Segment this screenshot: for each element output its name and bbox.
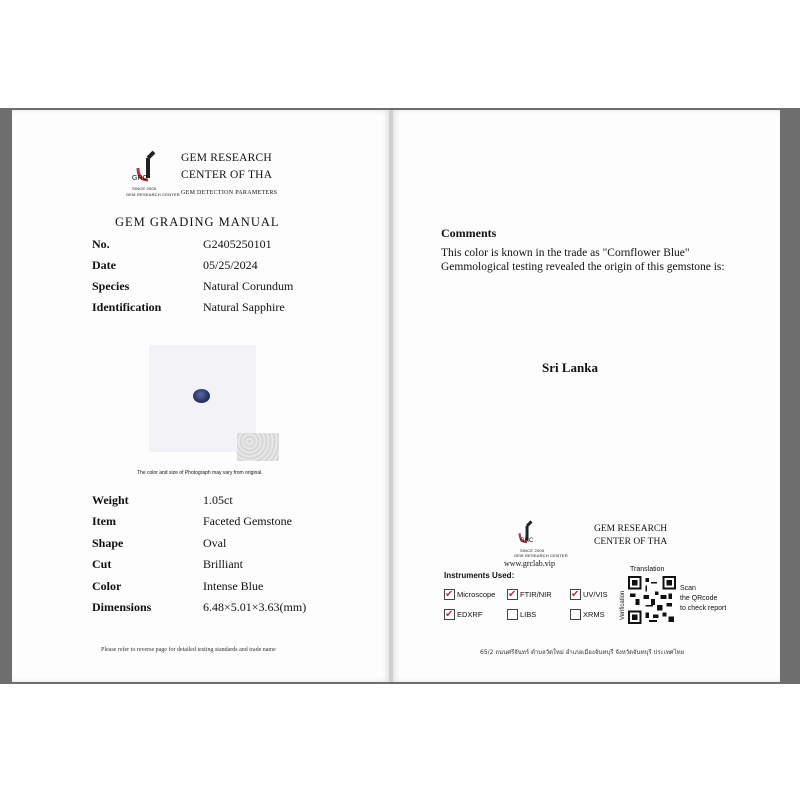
logo-since-right: SINCE 2005 xyxy=(520,548,545,553)
field-value-identification: Natural Sapphire xyxy=(203,300,285,314)
comments-title: Comments xyxy=(441,226,497,240)
address: 65/2 ถนนศรีจันทร์ ตำบลวัดใหม่ อำเภอเมืองจันทบุรี จังหวัดจันทบุรี ประเทศไทย xyxy=(480,649,685,656)
detail-value-weight: 1.05ct xyxy=(203,493,233,507)
field-value-species: Natural Corundum xyxy=(203,279,294,293)
detail-value-item: Faceted Gemstone xyxy=(203,514,292,528)
footnote: Please refer to reverse page for detailed testing standards and trade name xyxy=(101,647,276,653)
field-label-no: No. xyxy=(92,237,110,251)
detail-value-color: Intense Blue xyxy=(203,579,264,593)
logo-text: GRC xyxy=(132,175,148,182)
detail-label-color: Color xyxy=(92,579,122,593)
instrument-libs: LIBS xyxy=(520,610,537,619)
detail-value-dimensions: 6.48×5.01×3.63(mm) xyxy=(203,600,307,614)
checkbox-libs xyxy=(507,609,518,620)
instrument-microscope: Microscope xyxy=(457,590,496,599)
instrument-xrms: XRMS xyxy=(583,610,605,619)
instrument-ftir: FTIR/NIR xyxy=(520,590,552,599)
detail-value-cut: Brilliant xyxy=(203,557,243,571)
instrument-uvvis: UV/VIS xyxy=(583,590,608,599)
scan-instructions xyxy=(680,584,726,614)
checkbox-xrms xyxy=(570,609,581,620)
manual-title: GEM GRADING MANUAL xyxy=(115,215,280,229)
logo-since: SINCE 2005 xyxy=(132,186,157,191)
detail-label-cut: Cut xyxy=(92,557,112,571)
detail-value-shape: Oval xyxy=(203,536,227,550)
field-label-species: Species xyxy=(92,279,130,293)
brand-sub: GEM DETECTION PARAMETERS xyxy=(181,190,278,196)
gem-stone xyxy=(193,389,210,403)
instruments-title: Instruments Used: xyxy=(444,571,515,580)
detail-label-shape: Shape xyxy=(92,536,124,550)
field-label-date: Date xyxy=(92,258,116,272)
checkbox-uvvis: ✔ xyxy=(571,589,580,600)
spine-fold xyxy=(389,110,393,682)
brand-line-1: GEM RESEARCH xyxy=(181,152,272,164)
field-value-no: G2405250101 xyxy=(203,237,272,251)
detail-label-item: Item xyxy=(92,514,116,528)
brand-line-2-right: CENTER OF THA xyxy=(594,537,668,547)
instrument-edxrf: EDXRF xyxy=(457,610,483,619)
brand-line-2: CENTER OF THA xyxy=(181,169,273,181)
detail-label-weight: Weight xyxy=(92,493,129,507)
verification-label: Verification xyxy=(620,590,626,620)
field-value-date: 05/25/2024 xyxy=(203,258,258,272)
brand-line-1-right: GEM RESEARCH xyxy=(594,524,668,534)
scan-line-2: the QRcode xyxy=(680,595,718,602)
logo-center: GEM RESEARCH CENTER xyxy=(126,192,180,197)
logo-center-right: GEM RESEARCH CENTER xyxy=(514,553,568,558)
scan-line-1: Scan xyxy=(680,585,696,592)
origin-country: Sri Lanka xyxy=(542,360,598,375)
reference-swatch xyxy=(237,433,279,461)
detail-label-dimensions: Dimensions xyxy=(92,600,152,614)
website-url: www.grclab.vip xyxy=(504,559,556,568)
scan-line-3: to check report xyxy=(680,605,727,612)
checkbox-microscope: ✔ xyxy=(445,589,454,600)
comments-text: This color is known in the trade as "Cornflower Blue" Gemmological testing revealed the origin of this gemstone is: xyxy=(441,247,725,273)
field-label-identification: Identification xyxy=(92,300,162,314)
qr-code[interactable] xyxy=(628,576,676,624)
translation-label: Translation xyxy=(630,566,665,573)
photo-caption: The color and size of Photograph may vary from original. xyxy=(137,470,263,476)
logo-text-right: GRC xyxy=(520,538,534,544)
checkbox-edxrf: ✔ xyxy=(445,609,454,620)
checkbox-ftir: ✔ xyxy=(508,589,517,600)
